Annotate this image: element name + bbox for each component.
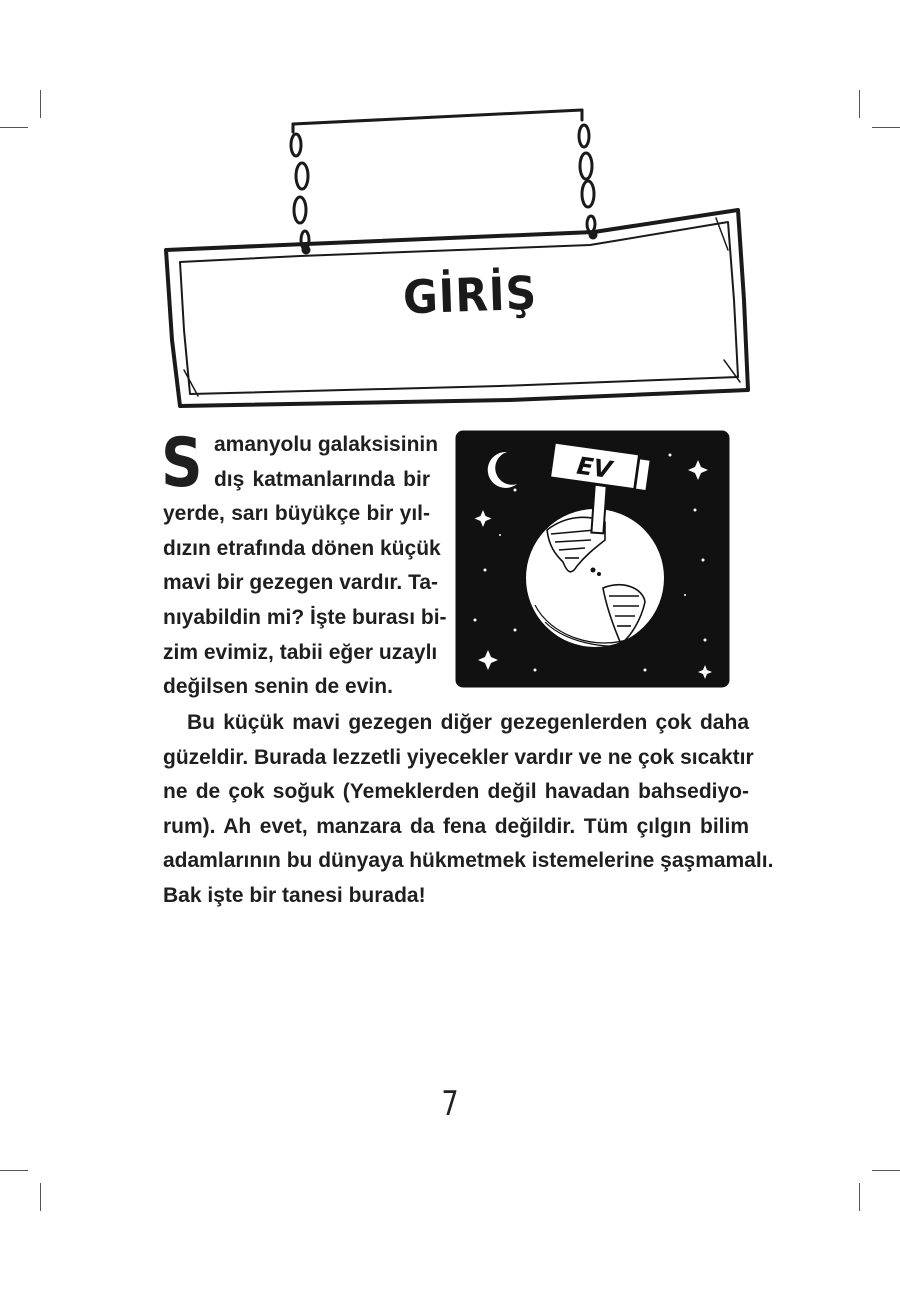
paragraph-line: amanyolu galaksisinin [213,433,439,456]
paragraph-line: mavi bir gezegen vardır. Ta- [163,571,439,595]
crop-mark [872,1170,900,1171]
chapter-title: GİRİŞ [402,265,538,325]
crop-mark [859,90,860,118]
paragraph-line: nıyabildin mi? İşte burası bi- [163,605,447,629]
crop-mark [0,1170,28,1171]
intro-paragraph [161,424,447,705]
paragraph-line: adamlarının bu dünyaya hükmetmek istemelerine şaşmamalı. [163,849,774,873]
earth-home-illustration [455,430,730,688]
paragraph-line: dızın etrafında dönen küçük [163,536,441,560]
paragraph-line: rum). Ah evet, manzara da fena değildir. Tüm çılgın bilim [163,814,749,838]
drop-cap: S [161,424,203,503]
paragraph-line: dış katmanlarında bir [213,467,430,491]
main-paragraph [163,706,774,914]
page-number: 7 [441,1084,459,1124]
hanging-sign-illustration [150,100,760,410]
paragraph-line: yerde, sarı büyükçe bir yıl- [163,502,430,526]
crop-mark [40,1183,41,1211]
paragraph-line: Bak işte bir tanesi burada! [163,883,426,907]
crop-mark [40,90,41,118]
paragraph-line: zim evimiz, tabii eğer uzaylı [163,640,438,664]
crop-mark [872,127,900,128]
paragraph-line: Bu küçük mavi gezegen diğer gezegenlerden çok daha [187,711,749,734]
crop-mark [0,127,28,128]
ev-sign-label: EV [575,451,614,485]
crop-mark [859,1183,860,1211]
paragraph-line: ne de çok soğuk (Yemeklerden değil havadan bahsediyo- [163,780,749,804]
paragraph-line: güzeldir. Burada lezzetli yiyecekler vardır ve ne çok sıcaktır [163,745,754,769]
paragraph-line: değilsen senin de evin. [163,675,393,699]
